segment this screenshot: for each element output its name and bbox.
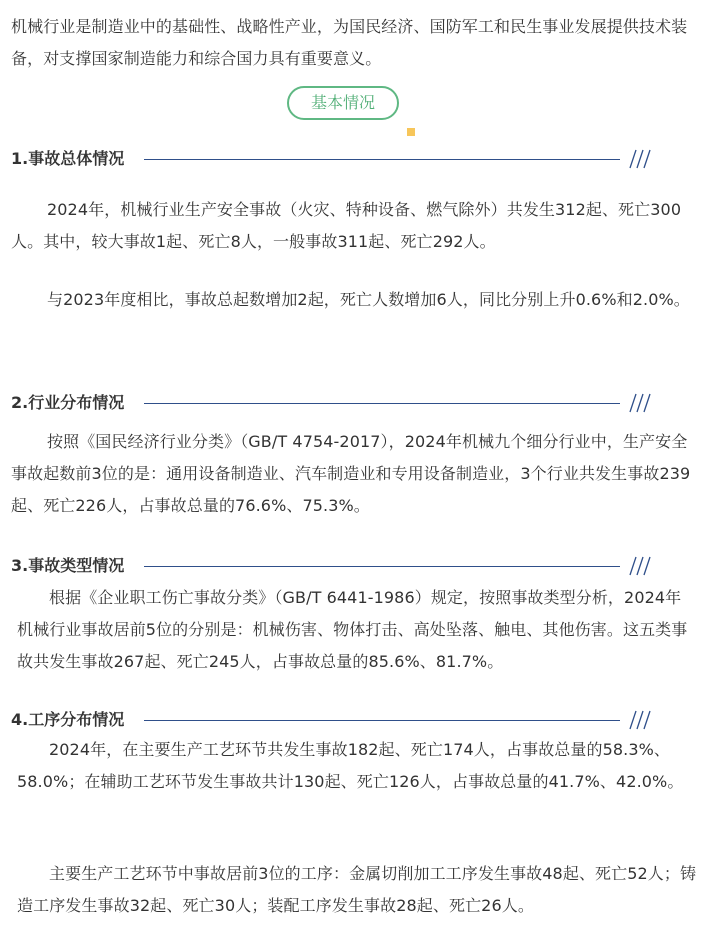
- section-1-paragraph-2: 与2023年度相比，事故总起数增加2起，死亡人数增加6人，同比分别上升0.6%和2.0%。: [47, 290, 690, 309]
- divider-line: [144, 159, 620, 160]
- triple-slash-icon: [624, 710, 652, 730]
- section-title: 4.工序分布情况: [11, 710, 125, 729]
- section-4-paragraph-2: 主要生产工艺环节中事故居前3位的工序：金属切削加工工序发生事故48起、死亡52人；铸造工序发生事故32起、死亡30人；装配工序发生事故28起、死亡26人。: [17, 864, 697, 915]
- intro-paragraph: 机械行业是制造业中的基础性、战略性产业，为国民经济、国防军工和民生事业发展提供技术装备，对支撑国家制造能力和综合国力具有重要意义。: [11, 17, 688, 68]
- section-title: 3.事故类型情况: [11, 556, 125, 575]
- decorative-dot: [407, 128, 415, 136]
- divider-line: [144, 720, 620, 721]
- section-header-3: [0, 553, 704, 579]
- section-title: 1.事故总体情况: [11, 149, 125, 168]
- triple-slash-icon: [624, 393, 652, 413]
- section-header-1: [0, 146, 704, 172]
- section-4-paragraph-1: 2024年，在主要生产工艺环节共发生事故182起、死亡174人，占事故总量的58.3%、58.0%；在辅助工艺环节发生事故共计130起、死亡126人，占事故总量的41.7%、42.0%。: [17, 740, 684, 791]
- section-header-2: [0, 390, 704, 416]
- section-banner: [0, 86, 704, 136]
- section-title: 2.行业分布情况: [11, 393, 125, 412]
- triple-slash-icon: [624, 149, 652, 169]
- divider-line: [144, 566, 620, 567]
- section-header-4: [0, 707, 704, 733]
- basic-info-badge: 基本情况: [287, 86, 399, 120]
- triple-slash-icon: [624, 556, 652, 576]
- divider-line: [144, 403, 620, 404]
- section-2-paragraph-1: 按照《国民经济行业分类》（GB/T 4754-2017），2024年机械九个细分行业中，生产安全事故起数前3位的是：通用设备制造业、汽车制造业和专用设备制造业，3个行业共发生事故239起、死亡226人，占事故总量的76.6%、75.3%。: [11, 432, 691, 515]
- section-3-paragraph-1: 根据《企业职工伤亡事故分类》（GB/T 6441-1986）规定，按照事故类型分析，2024年机械行业事故居前5位的分别是：机械伤害、物体打击、高处坠落、触电、其他伤害。这五类事故共发生事故267起、死亡245人，占事故总量的85.6%、81.7%。: [17, 588, 688, 671]
- section-1-paragraph-1: 2024年，机械行业生产安全事故（火灾、特种设备、燃气除外）共发生312起、死亡300人。其中，较大事故1起、死亡8人，一般事故311起、死亡292人。: [11, 200, 682, 251]
